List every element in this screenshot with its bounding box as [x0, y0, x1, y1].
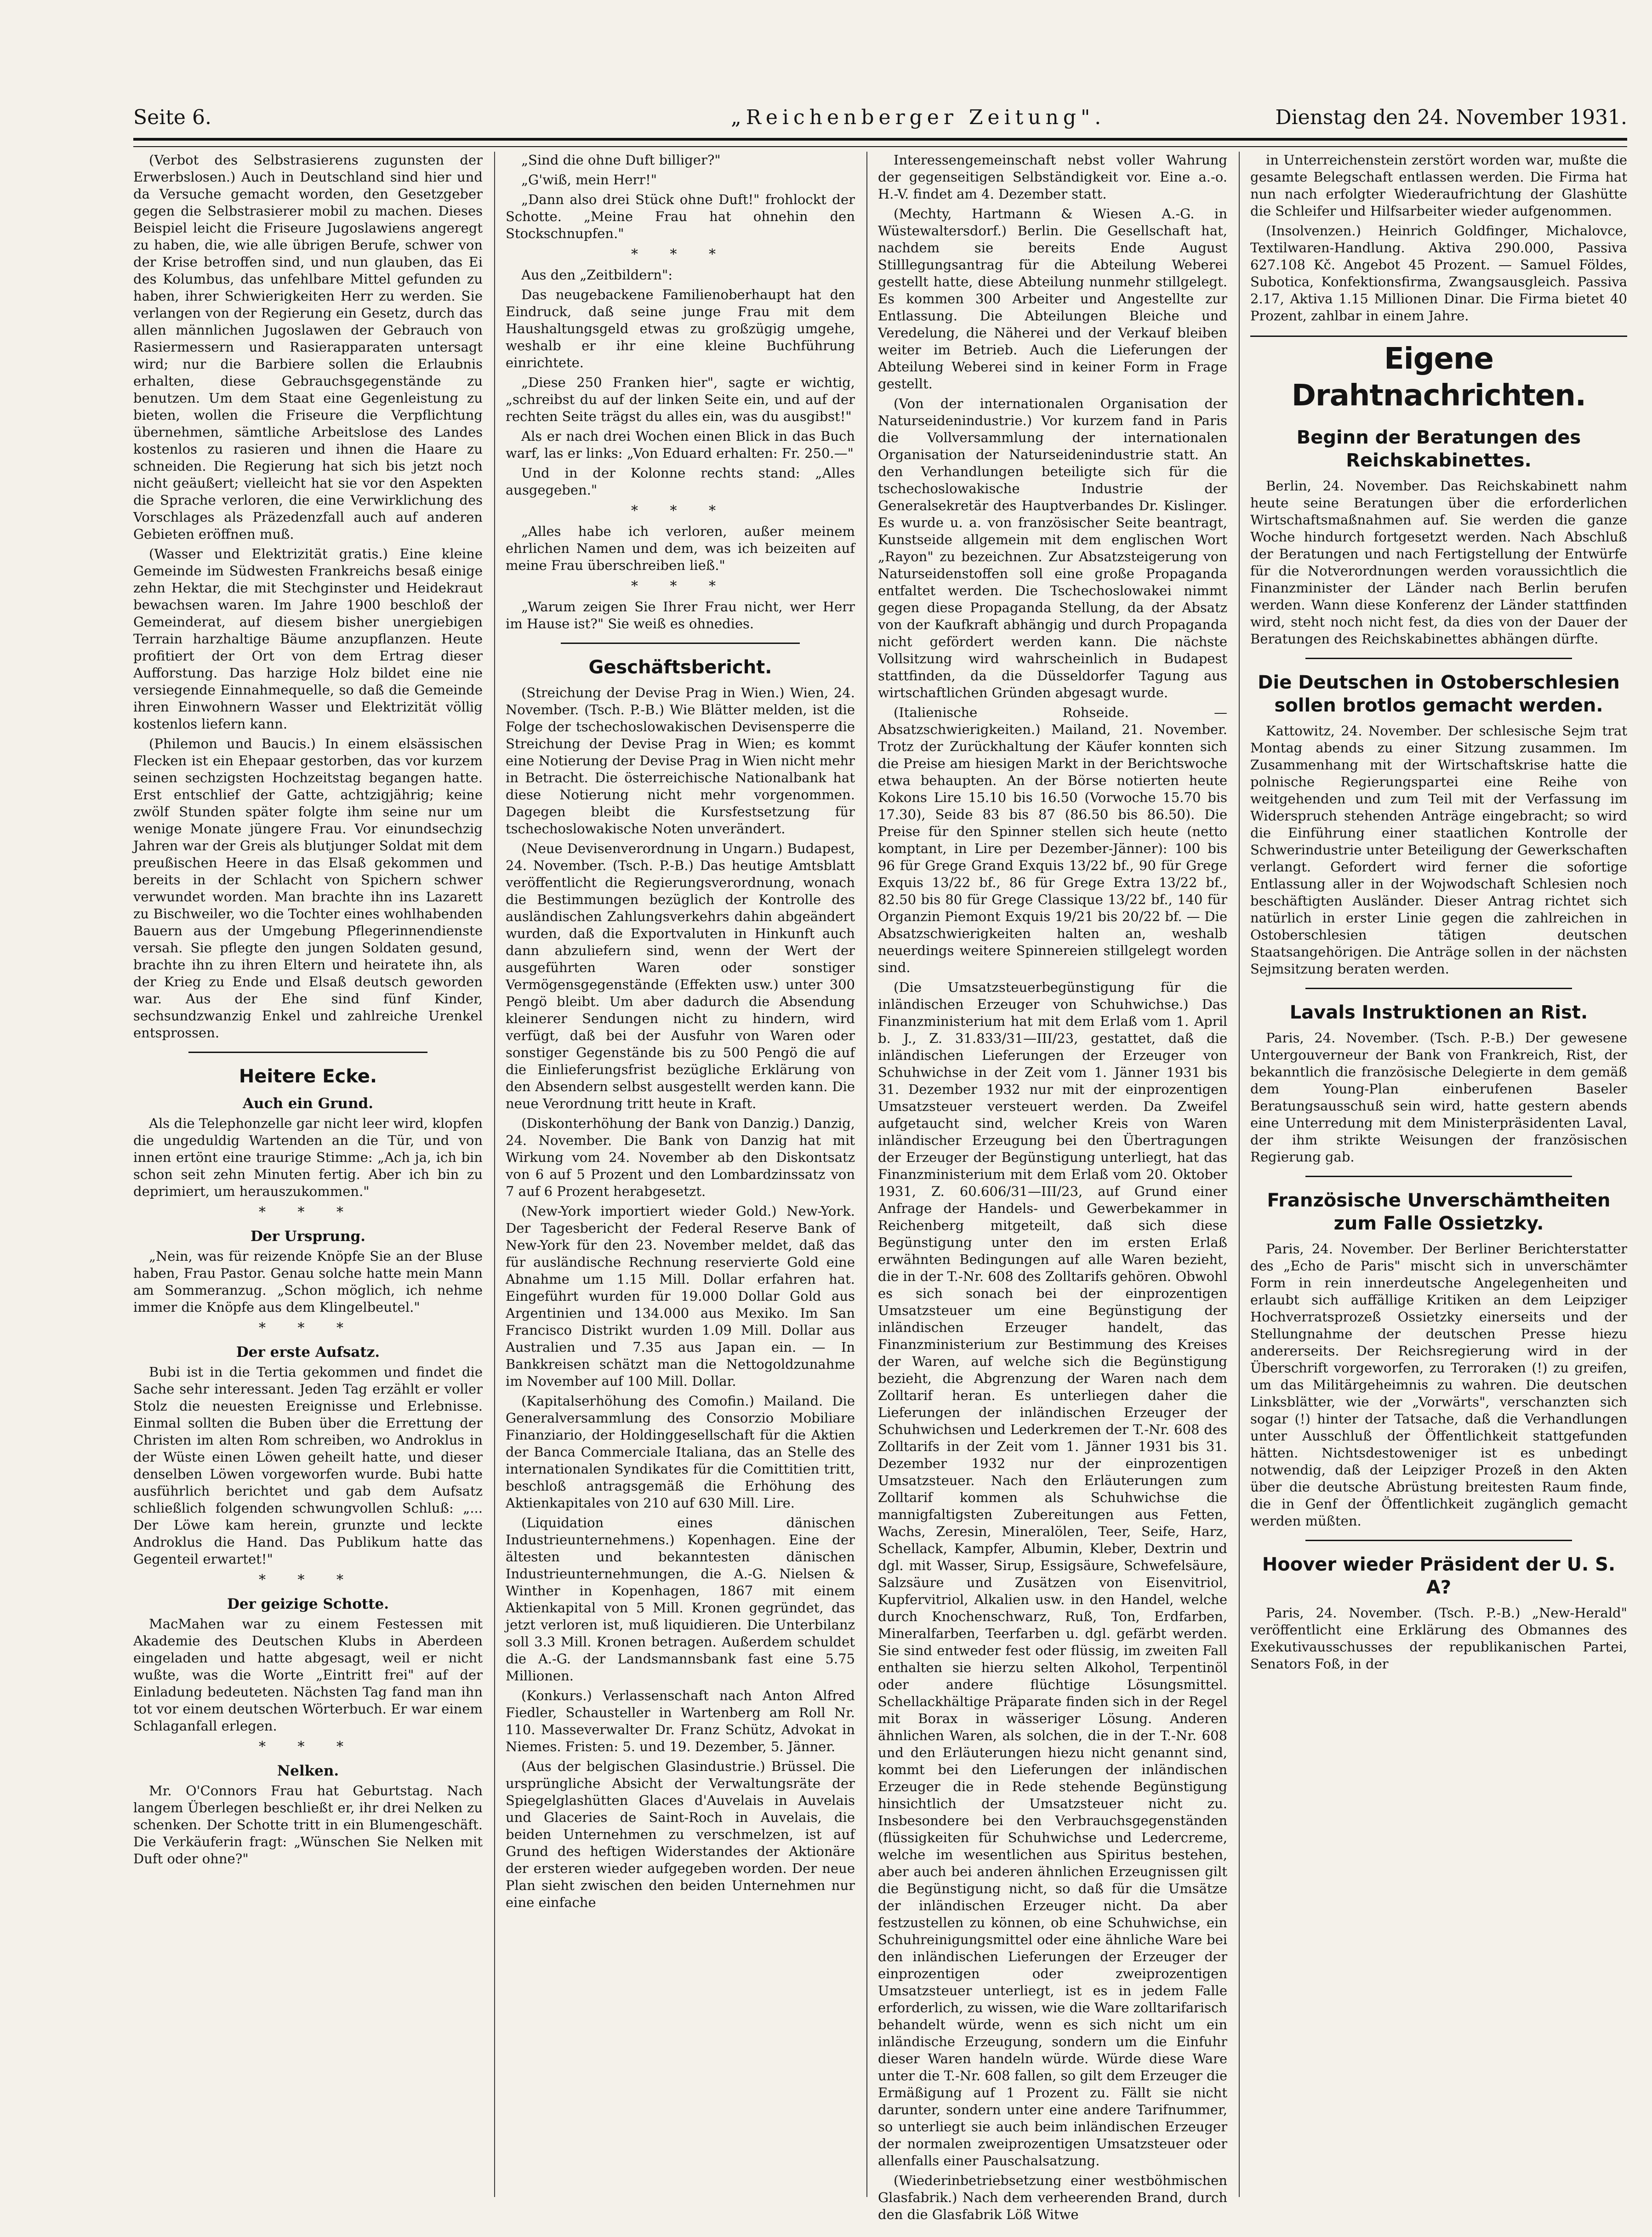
column-4 [1250, 152, 1627, 2206]
page-number: Seite 6. [133, 106, 211, 129]
asterism: * * * [258, 1204, 358, 1220]
joke-text: „Sind die ohne Duft billiger?" [521, 152, 721, 168]
column-1 [133, 152, 483, 2206]
section-heading-business: Geschäftsbericht. [588, 657, 772, 678]
wire-news-banner: Eigene Drahtnachrichten. [1250, 336, 1627, 414]
news-headline: Beginn der Beratungen des Reichskabinettes. [1296, 427, 1581, 471]
joke-text: Und in der Kolonne rechts stand: „Alles ausgegeben." [506, 465, 855, 498]
joke-text: Als er nach drei Wochen einen Blick in das Buch warf, las er links: „Von Eduard erhalten: Fr. 250.—" [506, 428, 855, 461]
business-item: (Insolvenzen.) Heinrich Goldfinger, Michalovce, Textilwaren-Handlung. Aktiva 290.000, Passiva 627.108 Kč. Angebot 45 Prozent. — Samuel Földes, Subotica, Konfektionsfirma, Zwangsausgleich. Passiva 2.17, Aktiva 1.15 Millionen Dinar. Die Firma bietet 40 Prozent, zahlbar in einem Jahre. [1250, 223, 1627, 324]
joke-text: „Diese 250 Franken hier", sagte er wichtig, „schreibst du auf der linken Seite ein, und auf der rechten Seite trägst du alles ein, was du ausgibst!" [506, 375, 855, 424]
business-item: (Aus der belgischen Glasindustrie.) Brüssel. Die ursprüngliche Absicht der Verwaltungsräte der Spiegelglashütten Glaces d'Auvelais in Auvelais und Glaceries de Saint-Roch in Auvelais, die beiden Unternehmen zu verschmelzen, ist auf Grund des heftigen Widerstandes der Aktionäre der ersteren wieder aufgegeben worden. Der neue Plan sieht zwischen den beiden Unternehmen nur eine einfache [506, 1759, 855, 1910]
business-item: (Die Umsatzsteuerbegünstigung für die inländischen Erzeuger von Schuhwichse.) Das Finanzministerium hat mit dem Erlaß vom 1. April b. J., Z. 31.833/31—III/23, gestattet, daß die inländischen Lieferungen der Erzeuger von Schuhwichse in der Zeit vom 1. Jänner 1931 bis 31. Dezember 1932 nur mit der einprozentigen Umsatzsteuer versteuert werden. Da Zweifel aufgetaucht sind, welcher Kreis von Waren inländischer Erzeugung bei den Übertragungen der Erzeuger der Begünstigung unterliegt, hat das Finanzministerium mit dem Erlaß vom 20. Oktober 1931, Z. 60.606/31—III/23, auf Grund einer Anfrage der Handels- und Gewerbekammer in Reichenberg mitgeteilt, daß sich diese Begünstigung unter den im ersten Erlaß erwähnten Bedingungen auf alle Waren bezieht, die in der T.-Nr. 608 des Zolltarifs gehören. Obwohl es sich sonach bei der einprozentigen Umsatzsteuer um eine Begünstigung der inländischen Erzeuger handelt, das Finanzministerium zur Bestimmung des Kreises der Waren, auf welche sich die Begünstigung bezieht, die Abgrenzung der Waren nach dem Zolltarif heran. Es unterliegen daher die Lieferungen der inländischen Erzeuger der Schuhwichsen und Lederkremen der T.-Nr. 608 des Zolltarifs in der Zeit vom 1. Jänner 1931 bis 31. Dezember 1932 nur der einprozentigen Umsatzsteuer. Nach den Erläuterungen zum Zolltarif kommen als Schuhwichse die mannigfaltigsten Zubereitungen aus Fetten, Wachs, Zeresin, Mineralölen, Teer, Seife, Harz, Schellack, Kampfer, Albumin, Kleber, Dextrin und dgl. mit Wasser, Sirup, Essigsäure, Schwefelsäure, Salzsäure und Zusätzen von Eisenvitriol, Kupfervitriol, Alkalien usw. in den Handel, welche durch Knochenschwarz, Ruß, Ton, Erdfarben, Mineralfarben, Teerfarben u. dgl. gefärbt werden. Sie sind entweder fest oder flüssig, im zweiten Fall enthalten sie hierzu selten Alkohol, Terpentinöl oder andere flüchtige Lösungsmittel. Schellackhältige Präparate finden sich in der Regel mit Borax in wässeriger Lösung. Anderen ähnlichen Waren, als solchen, die in der T.-Nr. 608 und den Erläuterungen hiezu nicht genannt sind, kommt bei den Lieferungen der inländischen Erzeuger die in Rede stehende Begünstigung hinsichtlich der Umsatzsteuer nicht zu. Insbesondere bei den Verbrauchsgegenständen (flüssigkeiten für Schuhwichse und Ledercreme, welche im wesentlichen aus Spiritus bestehen, aber auch bei anderen ähnlichen Erzeugnissen gilt die Begünstigung nicht, so daß für die Umsätze der inländischen Erzeuger nicht. Da aber festzustellen zu können, ob eine Schuhwichse, ein Schuhreinigungsmittel oder eine ähnliche Ware bei den inländischen Lieferungen der Erzeuger der einprozentigen oder zweiprozentigen Umsatzsteuer unterliegt, ist es in jedem Falle erforderlich, zu wissen, wie die Ware zolltarifarisch behandelt würde, wenn es sich nicht um ein inländische Erzeugung, sondern um die Einfuhr dieser Waren handeln würde. Würde diese Ware unter die T.-Nr. 608 fallen, so gilt dem Erzeuger die Ermäßigung auf 1 Prozent zu. Fällt sie nicht darunter, sondern unter eine andere Tarifnummer, so unterliegt sie auch beim inländischen Erzeuger der normalen zweiprozentigen Umsatzsteuer oder allenfalls einer Pauschalsatzung. [878, 979, 1227, 2169]
joke-title: Nelken. [277, 1763, 339, 1779]
business-item: in Unterreichenstein zerstört worden war, mußte die gesamte Belegschaft entlassen werden. Die Firma hat nun nach erfolgter Wiederaufrichtung der Glashütte die Schleifer und Hilfsarbeiter wieder aufgenommen. [1250, 152, 1627, 219]
article-philemon-baucis: (Philemon und Baucis.) In einem elsässischen Flecken ist ein Ehepaar gestorben, das vor kurzem seinen sechzigsten Hochzeitstag begangen hatte. Erst entschlief der Gatte, achtzigjährig; keine zwölf Stunden später folgte ihm seine nur um wenige Monate jüngere Frau. Vor einundsechzig Jahren war der Greis als blutjunger Soldat mit dem preußischen Heere in das Elsaß gekommen und bereits in der Schlacht von Spichern schwer verwundet worden. Man brachte ihn ins Lazarett zu Bischweiler, wo die Tochter eines wohlhabenden Bauern aus der Umgebung Pflegerinnendienste versah. Sie pflegte den jungen Soldaten gesund, brachte ihn zu ihren Eltern und heiratete ihn, als der Krieg zu Ende und Elsaß deutsch geworden war. Aus der Ehe sind fünf Kinder, sechsundzwanzig Enkel und zahlreiche Urenkel entsprossen. [133, 736, 483, 1041]
newspaper-title: „Reichenberger Zeitung". [731, 106, 1106, 129]
joke-text: Mr. O'Connors Frau hat Geburtstag. Nach langem Überlegen beschließt er, ihr drei Nelken zu schenken. Der Schotte tritt in ein Blumengeschäft. Die Verkäuferin fragt: „Wünschen Sie Nelken mit Duft oder ohne?" [133, 1783, 483, 1867]
article-water-electricity: (Wasser und Elektrizität gratis.) Eine kleine Gemeinde im Südwesten Frankreichs besaß einige zehn Hektar, die mit Stechginster und Heidekraut bewachsen waren. Im Jahre 1900 beschloß der Gemeinderat, auf diesem bisher unergiebigen Terrain harzhaltige Bäume anzupflanzen. Heute profitiert der Ort von dem Ertrag dieser Aufforstung. Das harzige Holz bildet eine nie versiegende Einnahmequelle, so daß die Gemeinde ihren Einwohnern Wasser und Elektrizität völlig kostenlos liefern kann. [133, 546, 483, 732]
business-item: (Diskonterhöhung der Bank von Danzig.) Danzig, 24. November. Die Bank von Danzig hat mit Wirkung vom 24. November ab den Diskontsatz von 6 auf 5 Prozent und den Lombardzinssatz von 7 auf 6 Prozent herabgesetzt. [506, 1116, 855, 1199]
section-separator [1305, 658, 1572, 659]
news-text: Paris, 24. November. (Tsch. P.-B.) Der gewesene Untergouverneur der Bank von Frankreich, Rist, der bekanntlich die französische Delegierte in dem gemäß dem Young-Plan einberufenen Baseler Beratungsausschuß sein wird, hatte gestern abends eine Unterredung mit dem Ministerpräsidenten Laval, der ihm strikte Weisungen der französischen Regierung gab. [1250, 1030, 1627, 1165]
joke-text: Aus den „Zeitbildern": [521, 267, 673, 283]
joke-text: Als die Telephonzelle gar nicht leer wird, klopfen die ungeduldig Wartenden an die Tür, und von innen ertönt eine traurige Stimme: „Ach ja, ich bin schon seit zehn Minuten fertig. Aber ich bin zu deprimiert, um herauszukommen." [133, 1116, 483, 1199]
section-heading-humor: Heitere Ecke. [239, 1066, 377, 1087]
news-text: Paris, 24. November. (Tsch. P.-B.) „New-Herald" veröffentlicht eine Erklärung des Obmannes des Exekutivausschusses der republikanischen Partei, Senators Foß, in der [1250, 1605, 1627, 1672]
joke-text: „Dann also drei Stück ohne Duft!" frohlockt der Schotte. „Meine Frau hat ohnehin den Stockschnupfen." [506, 192, 855, 241]
section-separator [1305, 988, 1572, 989]
joke-title: Auch ein Grund. [243, 1095, 373, 1112]
business-item: (Streichung der Devise Prag in Wien.) Wien, 24. November. (Tsch. P.-B.) Wie Blätter melden, ist die Folge der tschechoslowakischen Devisensperre die Streichung der Devise Prag in Wien; es kommt eine Notierung der Devise Prag in Wien nicht mehr in Betracht. Die österreichische Nationalbank hat diese Notierung nicht mehr vorgenommen. Dagegen bleibt die Kursfestsetzung für tschechoslowakische Noten unverändert. [506, 685, 855, 837]
section-separator [188, 1052, 427, 1053]
section-separator [561, 643, 800, 644]
business-item: (Italienische Rohseide. — Absatzschwierigkeiten.) Mailand, 21. November. Trotz der Zurückhaltung der Käufer konnten sich die Preise am hiesigen Markt in der Berichtswoche etwa behaupten. An der Börse notierten heute Kokons Lire 15.10 bis 16.50 (Vorwoche 15.70 bis 17.30), Seide 83 bis 87 (86.50 bis 86.50). Die Preise für den Spinner stellen sich heute (netto komptant, in Lire per Dezember-Jänner): 100 bis 96 für Grege Grand Exquis 13/22 bf., 90 für Grege Exquis 13/22 bf., 86 für Grege Extra 13/22 bf., 82.50 bis 80 für Grege Classique 13/22 bf., 140 für Organzin Piemont Exquis 19/21 bis 20/22 bf. — Die Absatzschwierigkeiten halten an, weshalb neuerdings weitere Spinnereien stillgelegt worden sind. [878, 705, 1227, 975]
issue-date: Dienstag den 24. November 1931. [1275, 106, 1627, 129]
business-item: (Wiederinbetriebsetzung einer westböhmischen Glasfabrik.) Nach dem verheerenden Brand, durch den die Glasfabrik Löß Witwe [878, 2173, 1227, 2222]
news-headline: Die Deutschen in Ostoberschlesien sollen brotlos gemacht werden. [1258, 672, 1620, 716]
news-headline: Französische Unverschämtheiten zum Falle Ossietzky. [1267, 1190, 1611, 1234]
asterism: * * * [258, 1320, 358, 1336]
business-item: (Kapitalserhöhung des Comofin.) Mailand. Die Generalversammlung des Consorzio Mobiliare Finanziario, der Holdinggesellschaft für die Aktien der Banca Commerciale Italiana, das an Stelle des internationalen Syndikates für die Comittitien tritt, beschloß antragsgemäß die Erhöhung des Aktienkapitales von 210 auf 630 Mill. Lire. [506, 1393, 855, 1511]
business-item: (New-York importiert wieder Gold.) New-York. Der Tagesbericht der Federal Reserve Bank of New-York für den 23. November meldet, daß das für ausländische Rechnung reservierte Gold eine Abnahme um 1.15 Mill. Dollar erfahren hat. Eingeführt wurden für 19.000 Dollar Gold aus Argentinien und 134.000 aus Mexiko. Im San Francisco Distrikt wurden 1.09 Mill. Dollar aus Australien und 7.35 aus Japan ein. — In Bankkreisen schätzt man die Nettogoldzunahme im November auf 100 Mill. Dollar. [506, 1203, 855, 1389]
joke-text: Das neugebackene Familienoberhaupt hat den Eindruck, daß seine junge Frau mit dem Haushaltungsgeld etwas zu großzügig umgehe, weshalb er ihr eine kleine Buchführung einrichtete. [506, 287, 855, 370]
column-divider [1239, 152, 1240, 2197]
business-item: (Liquidation eines dänischen Industrieunternehmens.) Kopenhagen. Eine der ältesten und bekanntesten dänischen Industrieunternehmungen, die A.-G. Nielsen & Winther in Kopenhagen, 1867 mit einem Aktienkapital von 5 Mill. Kronen gegründet, das jetzt verloren ist, muß liquidieren. Die Unterbilanz soll 3.3 Mill. Kronen betragen. Außerdem schuldet die A.-G. der Landsmannsbank fast eine 5.75 Millionen. [506, 1515, 855, 1684]
column-3 [878, 152, 1227, 2222]
column-divider [866, 152, 867, 2197]
header-rule [133, 138, 1627, 147]
business-item: (Von der internationalen Organisation der Naturseidenindustrie.) Vor kurzem fand in Paris die Vollversammlung der internationalen Organisation der Naturseidenindustrie statt. An den Verhandlungen beteiligte sich für die tschechoslowakische Industrie der Generalsekretär des Hauptverbandes Dr. Kislinger. Es wurde u. a. von französischer Seite beantragt, Kunstseide allgemein mit dem englischen Wort „Rayon" zu bezeichnen. Zur Absatzsteigerung von Naturseidenstoffen soll eine große Propaganda entfaltet werden. Die Tschechoslowakei nimmt gegen diese Propaganda Stellung, da der Absatz von der Kaufkraft abhängig und durch Propaganda nicht gefördert werden kann. Die nächste Vollsitzung wird wahrscheinlich in Budapest stattfinden, da die Düsseldorfer Tagung aus wirtschaftlichen Gründen abgesagt wurde. [878, 396, 1227, 700]
joke-title: Der erste Aufsatz. [236, 1344, 380, 1360]
article-shaving: (Verbot des Selbstrasierens zugunsten der Erwerbslosen.) Auch in Deutschland sind hier und da Versuche gemacht worden, den Gesetzgeber gegen die Selbstrasierer mobil zu machen. Dieses Beispiel leicht die Friseure Jugoslawiens angeregt zu haben, die, wie alle übrigen Berufe, schwer von der Krise betroffen sind, und nun glauben, das Ei des Kolumbus, das unfehlbare Mittel gefunden zu haben, ihrer Schwierigkeiten Herr zu werden. Sie verlangen von der Regierung ein Gesetz, durch das allen männlichen Jugoslawen der Gebrauch von Rasiermessern und Rasierapparaten untersagt wird; nur die Barbiere sollen die Erlaubnis erhalten, diese Gebrauchsgegenstände zu benutzen. Um dem Staat eine Gegenleistung zu bieten, wollen die Friseure die Verpflichtung übernehmen, sämtliche Arbeitslose des Landes kostenlos zu rasieren und ihnen die Haare zu schneiden. Die Regierung hat sich bis jetzt noch nicht geäußert; vielleicht hat sie vor den Aspekten die Sprache verloren, die eine Verwirklichung des Vorschlages als Präzedenzfall auch auf anderen Gebieten eröffnen muß. [133, 152, 483, 542]
business-item: Interessengemeinschaft nebst voller Wahrung der gegenseitigen Selbständigkeit vor. Eine a.-o. H.-V. findet am 4. Dezember statt. [878, 152, 1227, 202]
asterism: * * * [258, 1739, 358, 1755]
joke-title: Der Ursprung. [250, 1228, 366, 1245]
joke-text: MacMahen war zu einem Festessen mit Akademie des Deutschen Klubs in Aberdeen eingeladen und hatte abgesagt, weil er nicht wußte, was die Worte „Eintritt frei" auf der Einladung bedeuteten. Nächsten Tag fand man ihn tot vor einem deutschen Wörterbuch. Er war einem Schlaganfall erlegen. [133, 1616, 483, 1734]
news-text: Paris, 24. November. Der Berliner Berichterstatter des „Echo de Paris" mischt sich in unverschämter Form in rein innerdeutsche Angelegenheiten und erlaubt sich auffällige Kritiken an dem Leipziger Hochverratsprozeß Ossietzky einerseits und der Stellungnahme der deutschen Presse hiezu andererseits. Der Reichsregierung wird in der Überschrift vorgeworfen, zu Terroraken (!) zu greifen, um das Militärgeheimnis zu wahren. Die deutschen Linksblätter, wie der „Vorwärts", verschanzten sich sogar (!) hinter der Tatsache, daß die Verhandlungen unter Ausschluß der Öffentlichkeit stattgefunden hätten. Nichtsdestoweniger ist es unbedingt notwendig, daß der Leipziger Prozeß in den Akten über die deutsche Abrüstung breitesten Raum finde, die in Genf der Öffentlichkeit zugänglich gemacht werden müßten. [1250, 1241, 1627, 1529]
asterism: * * * [258, 1572, 358, 1588]
joke-title: Der geizige Schotte. [227, 1596, 389, 1612]
news-text: Kattowitz, 24. November. Der schlesische Sejm trat Montag abends zu einer Sitzung zusammen. Im Zusammenhang mit der Wirtschaftskrise hatte die polnische Regierungspartei eine Reihe von weitgehenden und zum Teil mit der Verfassung im Widerspruch stehenden Anträge eingebracht; so wird die Einführung einer staatlichen Kontrolle der Schwerindustrie unter Beteiligung der Gewerkschaften verlangt. Gefordert wird ferner die sofortige Entlassung aller in der Wojwodschaft Schlesien noch beschäftigten Ausländer. Dieser Antrag richtet sich natürlich in erster Linie gegen die zahlreichen in Ostoberschlesien tätigen deutschen Staatsangehörigen. Die Anträge sollen in der nächsten Sejmsitzung beraten werden. [1250, 723, 1627, 977]
news-text: Berlin, 24. November. Das Reichskabinett nahm heute seine Beratungen über die erforderlichen Wirtschaftsmaßnahmen auf. Sie werden die ganze Woche hindurch fortgesetzt werden. Nach Abschluß der Beratungen und nach Fertigstellung der Entwürfe für die Notverordnungen werden voraussichtlich die Finanzminister der Länder nach Berlin berufen werden. Wann diese Konferenz der Länder stattfinden wird, steht noch nicht fest, da dies von der Dauer der Beratungen des Reichskabinettes abhängen dürfte. [1250, 478, 1627, 647]
news-headline: Lavals Instruktionen an Rist. [1289, 1002, 1588, 1023]
column-2 [506, 152, 855, 2206]
column-divider [494, 152, 495, 2197]
joke-text: „G'wiß, mein Herr!" [521, 172, 657, 188]
business-item: (Konkurs.) Verlassenschaft nach Anton Alfred Fiedler, Schausteller in Wartenberg am Roll Nr. 110. Masseverwalter Dr. Franz Schütz, Advokat in Niemes. Fristen: 5. und 19. Dezember, 5. Jänner. [506, 1688, 855, 1754]
asterism: * * * [631, 246, 730, 262]
asterism: * * * [631, 503, 730, 519]
page-header [133, 106, 1627, 133]
section-separator [1305, 1176, 1572, 1177]
business-item: (Neue Devisenverordnung in Ungarn.) Budapest, 24. November. (Tsch. P.-B.) Das heutige Amtsblatt veröffentlicht die Regierungsverordnung, wonach die Bestimmungen bezüglich der Kontrolle des ausländischen Zahlungsverkehrs dahin abgeändert wurden, daß die Exportvaluten in Hinkunft auch dann abzuliefern sind, wenn der Wert der ausgeführten Waren oder sonstiger Vermögensgegenstände (Effekten usw.) unter 300 Pengö bleibt. Um aber dadurch die Absendung kleinerer Sendungen nicht zu hindern, wird verfügt, daß bei der Ausfuhr von Waren oder sonstiger Gegenstände bis zu 500 Pengö die auf die Einlieferungsfrist bezügliche Erklärung von den Absendern selbst ausgestellt werden kann. Die neue Verordnung tritt heute in Kraft. [506, 841, 855, 1111]
business-item: (Mechty, Hartmann & Wiesen A.-G. in Wüstewaltersdorf.) Berlin. Die Gesellschaft hat, nachdem sie bereits Ende August Stilllegungsantrag für die Abteilung Weberei gestellt hatte, diese Abteilung nunmehr stillgelegt. Es kommen 300 Arbeiter und Angestellte zur Entlassung. Die Abteilungen Bleiche und Veredelung, die Näherei und der Verkauf bleiben weiter im Betrieb. Auch die Lieferungen der Abteilung Weberei sind in keiner Form in Frage gestellt. [878, 206, 1227, 392]
asterism: * * * [631, 578, 730, 594]
joke-text: „Alles habe ich verloren, außer meinem ehrlichen Namen und dem, was ich beizeiten auf meine Frau überschreiben ließ." [506, 524, 855, 573]
joke-text: „Warum zeigen Sie Ihrer Frau nicht, wer Herr im Hause ist?" Sie weiß es ohnedies. [506, 599, 855, 632]
joke-text: Bubi ist in die Tertia gekommen und findet die Sache sehr interessant. Jeden Tag erzählt er voller Stolz die neuesten Ereignisse und Erlebnisse. Einmal sollten die Buben über die Errettung der Christen im alten Rom schreiben, wo Androklus in der Wüste einen Löwen geheilt hatte, und dieser denselben Löwen vorgeworfen wurde. Bubi hatte ausführlich berichtet und gab dem Aufsatz schließlich folgenden schwungvollen Schluß: „... Der Löwe kam herein, grunzte und leckte Androklus die Hand. Das Publikum hatte das Gegenteil erwartet!" [133, 1364, 483, 1567]
news-headline: Hoover wieder Präsident der U. S. A? [1262, 1554, 1616, 1598]
section-separator [1305, 1540, 1572, 1541]
joke-text: „Nein, was für reizende Knöpfe Sie an der Bluse haben, Frau Pastor. Genau solche hatte mein Mann am Sommeranzug. „Schon möglich, ich nehme immer die Knöpfe aus dem Klingelbeutel." [133, 1248, 483, 1315]
